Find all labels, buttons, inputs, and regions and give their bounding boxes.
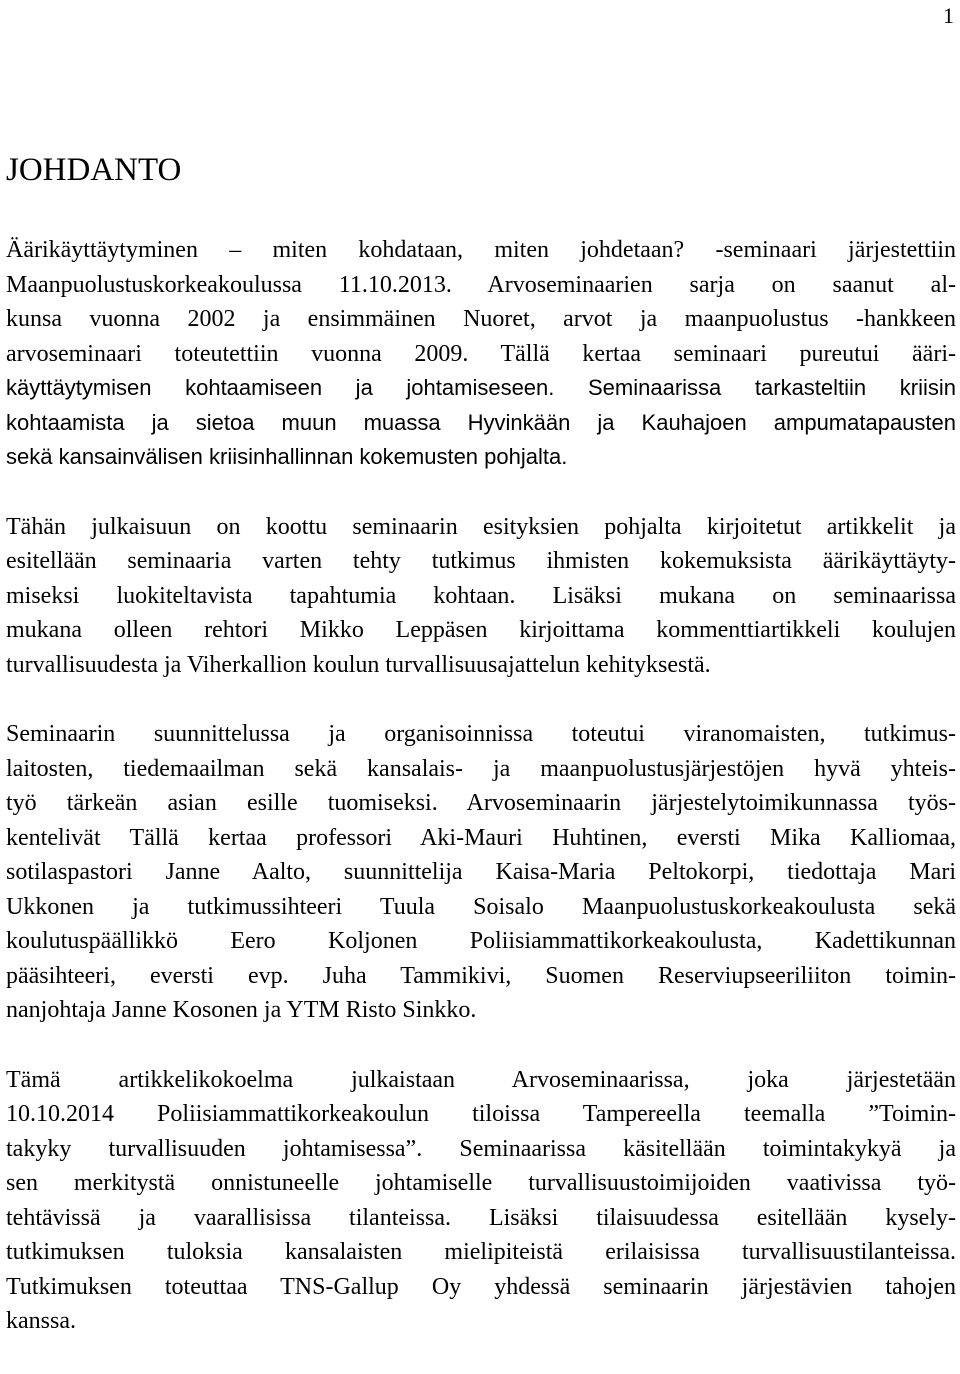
text-line: Äärikäyttäytyminen – miten kohdataan, miten johdetaan? -seminaari järjestettiin — [6, 237, 956, 263]
text-line: kunsa vuonna 2002 ja ensimmäinen Nuoret, arvot ja maanpuolustus -hankkeen — [6, 306, 956, 332]
text-line: nanjohtaja Janne Kosonen ja YTM Risto Sinkko. — [6, 997, 477, 1023]
text-line: kanssa. — [6, 1308, 76, 1334]
text-line: Ukkonen ja tutkimussihteeri Tuula Soisalo Maanpuolustuskorkeakoulusta sekä — [6, 893, 956, 920]
text-line: tehtävissä ja vaarallisissa tilanteissa. Lisäksi tilaisuudessa esitellään kysely- — [6, 1204, 956, 1231]
page-title: JOHDANTO — [6, 152, 182, 188]
paragraph-4 — [6, 1063, 956, 1339]
text-line: laitosten, tiedemaailman sekä kansalais- ja maanpuolustusjärjestöjen hyvä yhteis- — [6, 755, 956, 782]
text-line: sen merkitystä onnistuneelle johtamiselle turvallisuustoimijoiden vaativissa työ- — [6, 1170, 956, 1196]
body-text — [6, 233, 956, 1374]
text-line: sotilaspastori Janne Aalto, suunnittelija Kaisa-Maria Peltokorpi, tiedottaja Mari — [6, 859, 956, 885]
text-line: koulutuspäällikkö Eero Koljonen Poliisiammattikorkeakoulusta, Kadettikunnan — [6, 928, 956, 954]
paragraph-2 — [6, 510, 956, 683]
text-line: 10.10.2014 Poliisiammattikorkeakoulun tiloissa Tampereella teemalla ”Toimin- — [6, 1101, 956, 1127]
page-number: 1 — [943, 3, 954, 28]
text-line: Tämä artikkelikokoelma julkaistaan Arvoseminaarissa, joka järjestetään — [6, 1066, 956, 1093]
text-line: Tutkimuksen toteuttaa TNS-Gallup Oy yhdessä seminaarin järjestävien tahojen — [6, 1273, 956, 1300]
text-line: esitellään seminaaria varten tehty tutkimus ihmisten kokemuksista äärikäyttäyty- — [6, 548, 956, 574]
text-line: tutkimuksen tuloksia kansalaisten mielipiteistä erilaisissa turvallisuustilanteissa. — [6, 1239, 956, 1265]
text-line: Tähän julkaisuun on koottu seminaarin esityksien pohjalta kirjoitetut artikkelit ja — [6, 513, 956, 540]
text-line: miseksi luokiteltavista tapahtumia kohtaan. Lisäksi mukana on seminaarissa — [6, 582, 956, 609]
text-line: Maanpuolustuskorkeakoulussa 11.10.2013. Arvoseminaarien sarja on saanut al- — [6, 271, 956, 298]
text-line: kentelivät Tällä kertaa professori Aki-Mauri Huhtinen, eversti Mika Kalliomaa, — [6, 824, 956, 851]
text-line: mukana olleen rehtori Mikko Leppäsen kirjoittama kommenttiartikkeli koulujen — [6, 617, 956, 643]
paragraph-1 — [6, 233, 956, 475]
text-line: turvallisuudesta ja Viherkallion koulun turvallisuusajattelun kehityksestä. — [6, 651, 711, 678]
text-line: Seminaarin suunnittelussa ja organisoinnissa toteutui viranomaisten, tutkimus- — [6, 721, 956, 747]
text-line: työ tärkeän asian esille tuomiseksi. Arvoseminaarin järjestelytoimikunnassa työs- — [6, 790, 956, 816]
paragraph-3 — [6, 717, 956, 1028]
text-line: takyky turvallisuuden johtamisessa”. Seminaarissa käsitellään toimintakykyä ja — [6, 1135, 956, 1162]
text-line: käyttäytymisen kohtaamiseen ja johtamiseseen. Seminaarissa tarkasteltiin kriisin — [6, 375, 956, 400]
text-line: kohtaamista ja sietoa muun muassa Hyvinkään ja Kauhajoen ampumatapausten — [6, 409, 956, 435]
text-line: sekä kansainvälisen kriisinhallinnan kokemusten pohjalta. — [6, 444, 568, 469]
text-line: arvoseminaari toteutettiin vuonna 2009. Tällä kertaa seminaari pureutui ääri- — [6, 340, 956, 367]
text-line: pääsihteeri, eversti evp. Juha Tammikivi, Suomen Reserviupseeriliiton toimin- — [6, 962, 956, 989]
